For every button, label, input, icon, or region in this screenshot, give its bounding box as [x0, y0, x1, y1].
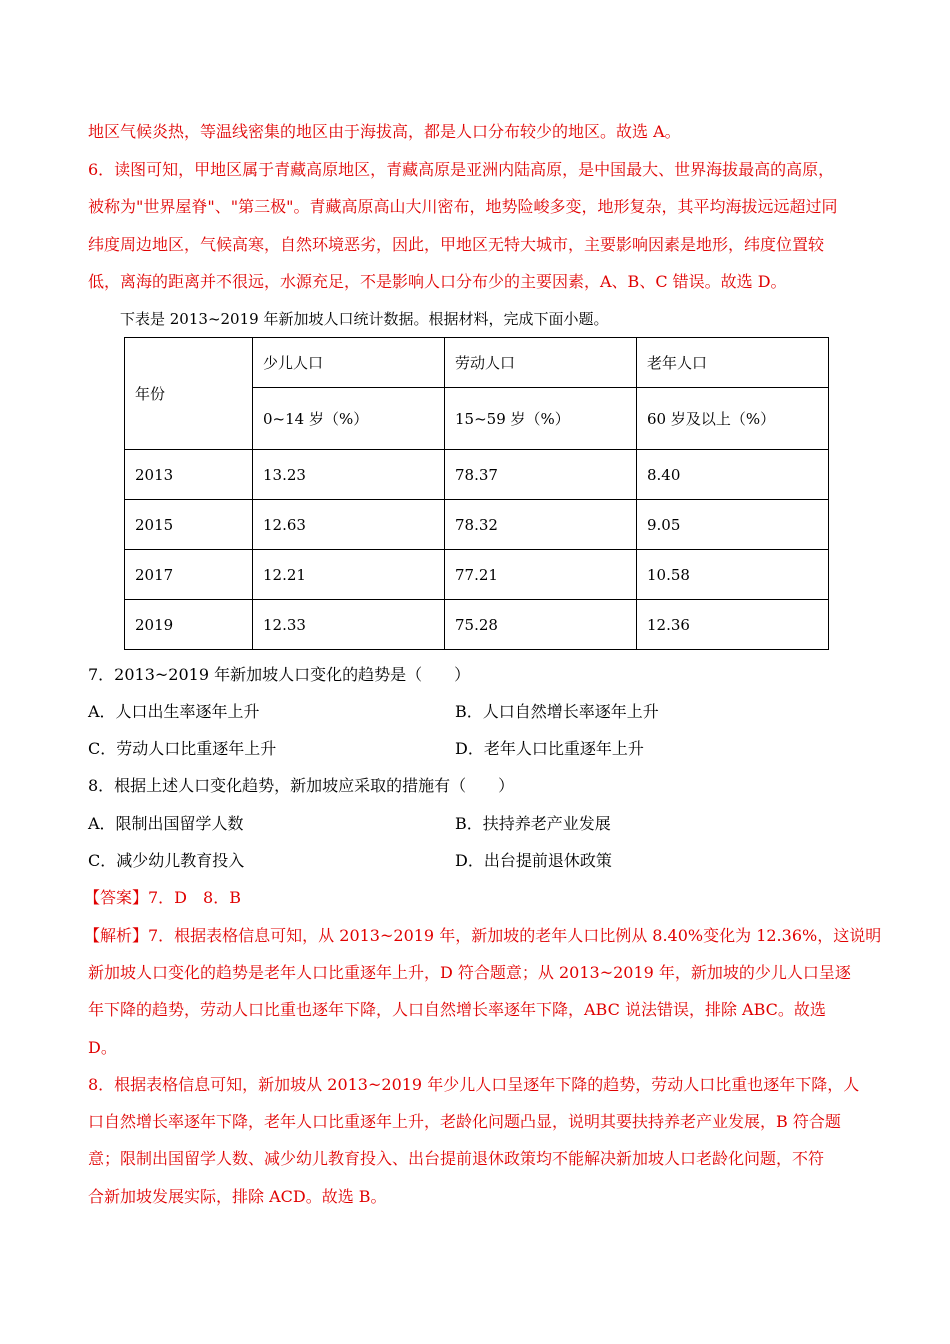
answer-line: 【答案】7．D 8．B	[84, 888, 241, 907]
table-row	[125, 600, 829, 650]
labor-cell: 75.28	[445, 600, 637, 650]
q6-explanation-line-1: 6．读图可知，甲地区属于青藏高原地区，青藏高原是亚洲内陆高原，是中国最大、世界海拔最高的高原，	[88, 160, 835, 179]
labor-cell: 78.32	[445, 500, 637, 550]
q7-option-b: B．人口自然增长率逐年上升	[455, 702, 659, 721]
year-cell: 2015	[125, 500, 253, 550]
elderly-col-title: 老年人口	[637, 338, 829, 388]
q8-option-b: B．扶持养老产业发展	[455, 814, 611, 833]
year-cell: 2017	[125, 550, 253, 600]
analysis-line: 年下降的趋势，劳动人口比重也逐年下降，人口自然增长率逐年下降，ABC 说法错误，排除 ABC。故选	[88, 1000, 826, 1019]
q7-stem: 7．2013~2019 年新加坡人口变化的趋势是（ ）	[88, 665, 471, 684]
child-cell: 12.63	[253, 500, 445, 550]
q7-option-a: A．人口出生率逐年上升	[88, 702, 260, 721]
child-col-range: 0~14 岁（%）	[253, 388, 445, 450]
analysis-line: 合新加坡发展实际，排除 ACD。故选 B。	[88, 1187, 387, 1206]
elderly-col-range: 60 岁及以上（%）	[637, 388, 829, 450]
child-cell: 12.33	[253, 600, 445, 650]
labor-cell: 78.37	[445, 450, 637, 500]
analysis-line: D。	[88, 1038, 117, 1057]
child-col-title: 少儿人口	[253, 338, 445, 388]
prev-explanation-line: 地区气候炎热，等温线密集的地区由于海拔高，都是人口分布较少的地区。故选 A。	[88, 122, 681, 141]
population-table	[124, 337, 829, 650]
analysis-line: 意；限制出国留学人数、减少幼儿教育投入、出台提前退休政策均不能解决新加坡人口老龄化问题，不符	[88, 1149, 825, 1168]
q7-option-d: D．老年人口比重逐年上升	[455, 739, 644, 758]
year-cell: 2013	[125, 450, 253, 500]
q8-option-c: C．减少幼儿教育投入	[88, 851, 245, 870]
year-header: 年份	[125, 338, 253, 450]
q6-explanation-line-2: 被称为"世界屋脊"、"第三极"。青藏高原高山大川密布，地势险峻多变，地形复杂，其平均海拔远远超过同	[88, 197, 838, 216]
analysis-line: 新加坡人口变化的趋势是老年人口比重逐年上升，D 符合题意；从 2013~2019 年，新加坡的少儿人口呈逐	[88, 963, 851, 982]
analysis-line: 口自然增长率逐年下降，老年人口比重逐年上升，老龄化问题凸显，说明其要扶持养老产业发展，B 符合题	[88, 1112, 841, 1131]
labor-col-range: 15~59 岁（%）	[445, 388, 637, 450]
table-intro: 下表是 2013~2019 年新加坡人口统计数据。根据材料，完成下面小题。	[120, 310, 609, 328]
child-cell: 12.21	[253, 550, 445, 600]
table-row	[125, 450, 829, 500]
table-row	[125, 550, 829, 600]
analysis-line: 8．根据表格信息可知，新加坡从 2013~2019 年少儿人口呈逐年下降的趋势，劳动人口比重也逐年下降，人	[88, 1075, 860, 1094]
year-cell: 2019	[125, 600, 253, 650]
elderly-cell: 12.36	[637, 600, 829, 650]
q6-explanation-line-4: 低，离海的距离并不很远，水源充足，不是影响人口分布少的主要因素，A、B、C 错误。故选 D。	[88, 272, 787, 291]
elderly-cell: 8.40	[637, 450, 829, 500]
q7-option-c: C．劳动人口比重逐年上升	[88, 739, 277, 758]
labor-cell: 77.21	[445, 550, 637, 600]
elderly-cell: 9.05	[637, 500, 829, 550]
labor-col-title: 劳动人口	[445, 338, 637, 388]
q6-explanation-line-3: 纬度周边地区，气候高寒，自然环境恶劣，因此，甲地区无特大城市，主要影响因素是地形，纬度位置较	[88, 235, 825, 254]
table-row	[125, 500, 829, 550]
q8-option-d: D．出台提前退休政策	[455, 851, 612, 870]
q8-option-a: A．限制出国留学人数	[88, 814, 244, 833]
elderly-cell: 10.58	[637, 550, 829, 600]
analysis-line: 【解析】7．根据表格信息可知，从 2013~2019 年，新加坡的老年人口比例从 8.40%变化为 12.36%，这说明	[84, 926, 882, 945]
q8-stem: 8．根据上述人口变化趋势，新加坡应采取的措施有（ ）	[88, 776, 515, 795]
child-cell: 13.23	[253, 450, 445, 500]
